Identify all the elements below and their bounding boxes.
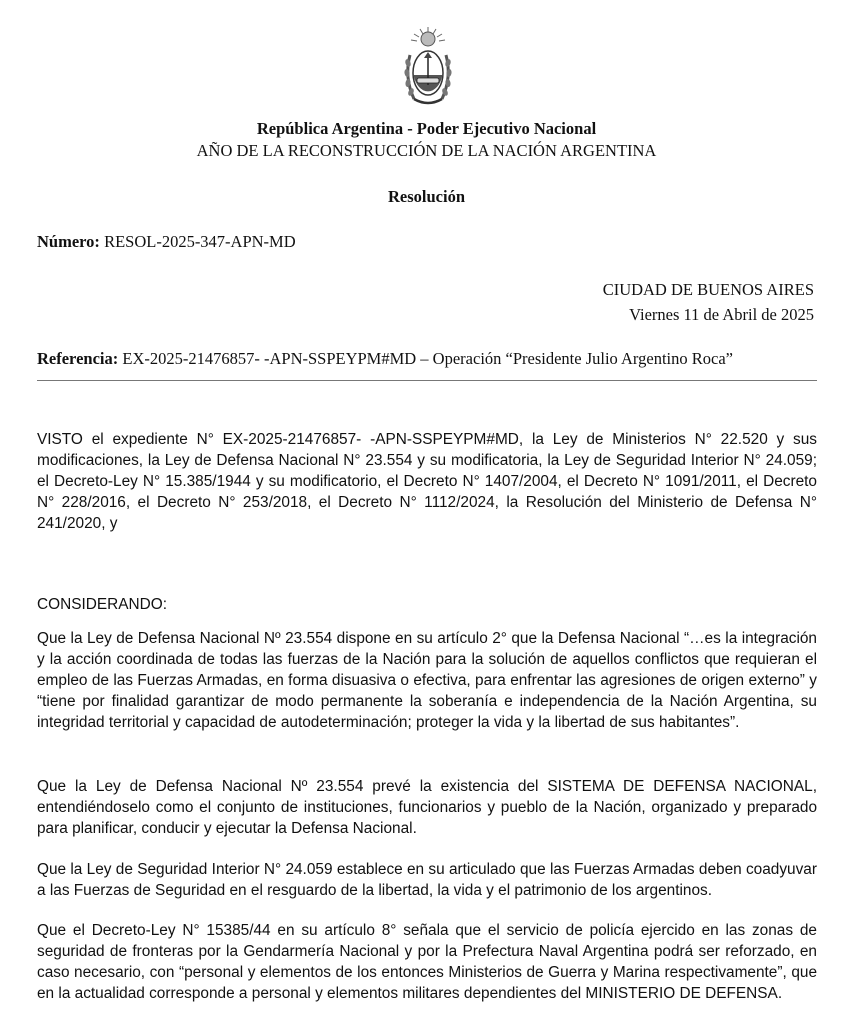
reference: [37, 349, 733, 369]
resolution-number-label: Número:: [37, 232, 100, 251]
reference-label: Referencia:: [37, 349, 119, 368]
date: Viernes 11 de Abril de 2025: [629, 305, 814, 324]
considerando-paragraph: Que la Ley de Defensa Nacional Nº 23.554 dispone en su artículo 2° que la Defensa Nacional “…es la integración y la acción coordinada de todas las fuerzas de la Nación para la solución de aquellos conflictos que requieran el empleo de las Fuerzas Armadas, en forma disuasiva o efectiva, para enfrentar las agresiones de origen externo” y “tiene por finalidad garantizar de modo permanente la soberanía e independencia de la Nación Argentina, su integridad territorial y capacidad de autodeterminación; proteger la vida y la libertad de sus habitantes”.: [37, 630, 817, 731]
considerando-heading: CONSIDERANDO:: [37, 596, 167, 613]
document-type-heading: Resolución: [387, 187, 465, 206]
resolution-number-value: RESOL-2025-347-APN-MD: [104, 232, 296, 251]
considerando-paragraph: Que el Decreto-Ley N° 15385/44 en su artículo 8° señala que el servicio de policía ejercido en las zonas de seguridad de fronteras por la Gendarmería Nacional y por la Prefectura Naval Argentina podrá ser reforzado, en caso necesario, con “personal y elementos de los entonces Ministerios de Guerra y Marina respectivamente”, que en la actualidad corresponde a personal y elementos militares dependientes del MINISTERIO DE DEFENSA.: [37, 922, 817, 1002]
considerando-paragraph: Que la Ley de Defensa Nacional Nº 23.554 prevé la existencia del SISTEMA DE DEFENSA NACIONAL, entendiéndoselo como el conjunto de instituciones, funcionarios y pueblo de la Nación, organizado y preparado para planificar, conducir y ejecutar la Defensa Nacional.: [37, 778, 817, 837]
divider: [37, 380, 817, 381]
header-title: República Argentina - Poder Ejecutivo Nacional: [256, 119, 597, 138]
considerando-paragraph: Que la Ley de Seguridad Interior N° 24.059 establece en su articulado que las Fuerzas Armadas deben coadyuvar a las Fuerzas de Seguridad en el resguardo de la libertad, la vida y el patrimonio de los argentinos.: [37, 861, 817, 899]
place: CIUDAD DE BUENOS AIRES: [602, 280, 814, 299]
reference-value: EX-2025-21476857- -APN-SSPEYPM#MD – Operación “Presidente Julio Argentino Roca”: [122, 349, 733, 368]
resolution-number: [37, 232, 296, 252]
header-year-motto: AÑO DE LA RECONSTRUCCIÓN DE LA NACIÓN ARGENTINA: [196, 141, 657, 160]
coat-of-arms-icon: [400, 25, 456, 111]
visto-paragraph: VISTO el expediente N° EX-2025-21476857- -APN-SSPEYPM#MD, la Ley de Ministerios N° 22.520 y sus modificaciones, la Ley de Defensa Nacional N° 23.554 y su modificatoria, la Ley de Seguridad Interior N° 24.059; el Decreto-Ley N° 15.385/1944 y su modificatorio, el Decreto N° 1407/2004, el Decreto N° 1091/2011, el Decreto N° 228/2016, el Decreto N° 253/2018, el Decreto N° 1112/2024, la Resolución del Ministerio de Defensa N° 241/2020, y: [37, 431, 817, 532]
